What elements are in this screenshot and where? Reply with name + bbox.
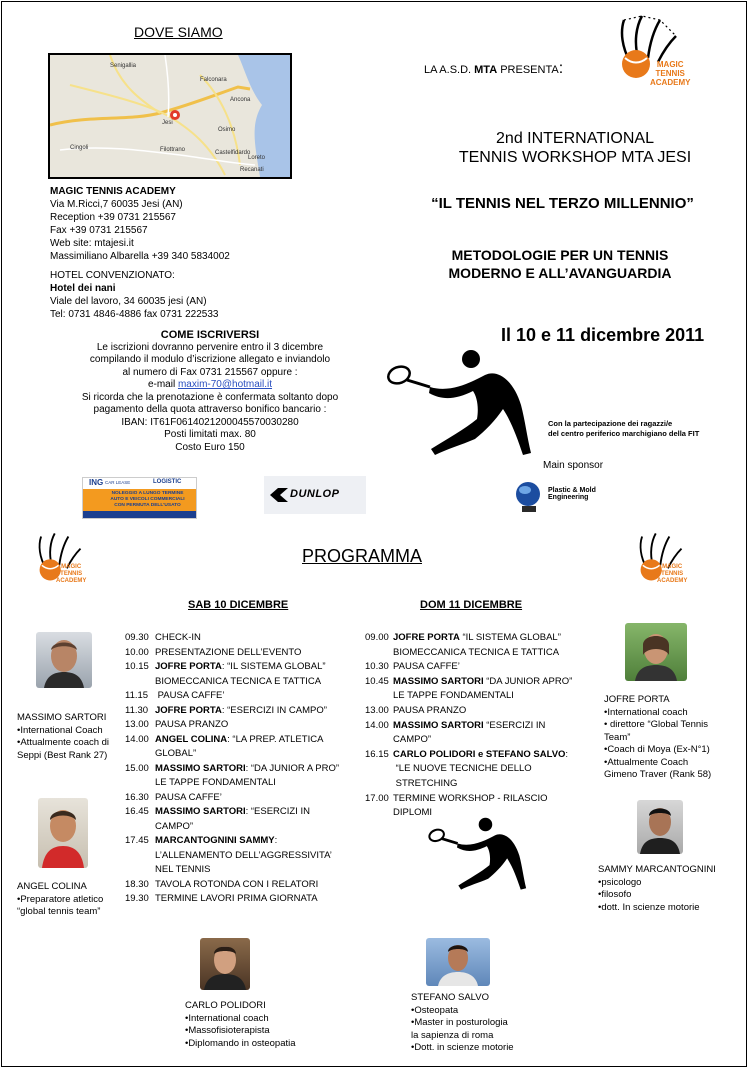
schedule-text: : “LA PREP. ATLETICA	[227, 733, 324, 745]
magic-tennis-academy-logo-left	[32, 530, 104, 590]
colina-bio	[17, 881, 103, 919]
map-label-castelfidardo: Castelfidardo	[215, 150, 251, 156]
schedule-row	[365, 661, 460, 673]
presenta-colon: :	[558, 60, 564, 77]
schedule-speaker: JOFRE PORTA	[155, 661, 222, 672]
iscrizione-iban: IBAN: IT61F0614021200045570030280	[121, 416, 299, 428]
ing-ad-line-1: NOLEGGIO A LUNGO TERMINE	[111, 491, 184, 496]
schedule-text: CHECK-IN	[155, 632, 201, 643]
schedule-row	[125, 705, 327, 717]
schedule-row	[125, 835, 277, 847]
person-avatar-icon	[200, 938, 250, 990]
porta-bio	[604, 694, 711, 782]
schedule-text: : “ESERCIZI IN CAMPO”	[221, 704, 327, 716]
person-avatar-icon	[625, 623, 687, 681]
iscrizione-line-4: Si ricorda che la prenotazione è confermata soltanto dopo	[81, 391, 339, 403]
person-avatar-icon	[637, 800, 683, 854]
schedule-text: LE TAPPE FONDAMENTALI	[393, 690, 514, 702]
contact-name: MAGIC TENNIS ACADEMY	[50, 186, 176, 197]
iscrizione-block	[60, 329, 360, 454]
porta-line-5: •Attualmente Coach	[604, 756, 689, 768]
sartori-line-2: •Attualmente coach di	[17, 737, 110, 748]
schedule-time: 09.00	[365, 632, 389, 643]
schedule-text: :	[565, 748, 569, 760]
schedule-speaker: JOFRE PORTA	[155, 704, 222, 716]
sartori-line-1: •International Coach	[17, 724, 103, 736]
schedule-speaker: JOFRE PORTA	[393, 632, 460, 643]
main-sponsor-label: Main sponsor	[543, 460, 604, 471]
schedule-text: :	[274, 835, 278, 846]
event-subtitle	[410, 246, 710, 282]
polidori-line-1: •International coach	[185, 1012, 269, 1024]
salvo-bio	[411, 992, 514, 1055]
person-avatar-icon	[38, 798, 88, 868]
participation-line-2: del centro periferico marchigiano della FIT	[548, 429, 700, 438]
schedule-speaker: MASSIMO SARTORI	[393, 675, 484, 687]
schedule-time: 13.00	[125, 719, 149, 730]
schedule-time: 17.00	[365, 792, 389, 804]
schedule-text: : “DA JUNIOR A PRO”	[245, 762, 340, 774]
schedule-row	[125, 879, 318, 891]
presenta-prefix: LA A.S.D.	[424, 64, 475, 76]
schedule-text: TAVOLA ROTONDA CON I RELATORI	[155, 878, 319, 890]
schedule-time: 10.45	[365, 675, 389, 687]
schedule-speaker: MARCANTOGNINI SAMMY	[155, 835, 275, 846]
map-label-cingoli: Cingoli	[70, 145, 89, 151]
schedule-row	[125, 748, 196, 760]
person-avatar-icon	[36, 632, 92, 688]
map-label-falconara: Falconara	[200, 77, 227, 83]
map-label-senigallia: Senigallia	[110, 63, 137, 69]
marcantognini-line-2: •filosofo	[598, 889, 632, 900]
schedule-text: “DA JUNIOR APRO”	[483, 675, 573, 687]
logo-line-3: ACADEMY	[650, 78, 691, 87]
schedule-text: GLOBAL”	[155, 748, 197, 759]
schedule-time: 13.00	[365, 705, 389, 716]
magic-tennis-academy-logo-right	[633, 530, 705, 590]
jofre-porta-photo	[625, 623, 687, 681]
iscrizione-line-2: compilando il modulo d’iscrizione allegato e inviandolo	[89, 354, 331, 365]
schedule-text: : “IL SISTEMA GLOBAL”	[221, 661, 326, 672]
schedule-row	[365, 734, 431, 746]
magic-tennis-academy-logo-top	[612, 12, 707, 90]
schedule-row	[365, 807, 432, 819]
schedule-row	[365, 647, 559, 659]
colina-line-1: •Preparatore atletico	[17, 893, 104, 905]
map-label-ancona: Ancona	[230, 97, 251, 103]
schedule-text: CAMPO”	[155, 820, 193, 832]
marcantognini-line-3: •dott. In scienze motorie	[598, 901, 700, 913]
ing-car-lease-sponsor[interactable]	[82, 477, 197, 519]
massimo-sartori-photo	[36, 632, 92, 688]
map-label-recanati: Recanati	[240, 167, 264, 173]
schedule-row	[365, 763, 532, 775]
schedule-text: LE TAPPE FONDAMENTALI	[155, 777, 276, 788]
colina-line-2: “global tennis team”	[17, 906, 101, 917]
schedule-time: 11.30	[125, 704, 149, 716]
schedule-row	[125, 661, 326, 673]
schedule-text: TERMINE LAVORI PRIMA GIORNATA	[155, 893, 318, 904]
porta-name: JOFRE PORTA	[604, 694, 670, 705]
schedule-time: 19.30	[125, 893, 149, 904]
schedule-row	[125, 864, 210, 876]
angel-colina-photo	[38, 798, 88, 868]
schedule-row	[125, 893, 318, 905]
schedule-time: 10.30	[365, 661, 389, 673]
schedule-row	[125, 850, 332, 862]
sartori-line-3: Seppi (Best Rank 27)	[17, 749, 108, 761]
polidori-line-3: •Diplomando in osteopatia	[185, 1037, 296, 1049]
schedule-row	[365, 690, 514, 702]
contact-website: Web site: mtajesi.it	[50, 238, 134, 249]
schedule-speaker: ANGEL COLINA	[155, 733, 228, 745]
schedule-row	[125, 676, 321, 688]
iscrizione-posti: Posti limitati max. 80	[164, 429, 256, 440]
schedule-row	[125, 647, 301, 659]
schedule-row	[125, 777, 276, 789]
programma-heading: PROGRAMMA	[302, 546, 423, 566]
schedule-row	[125, 763, 339, 775]
ing-ad-text	[105, 491, 190, 509]
presenta-suffix: PRESENTA	[497, 64, 559, 76]
schedule-text: L’ALLENAMENTO DELL’AGGRESSIVITA’	[155, 849, 332, 861]
edition-line-1: 2nd INTERNATIONAL	[496, 130, 654, 147]
dom-schedule	[365, 632, 595, 822]
map-label-filottrano: Filottrano	[160, 147, 186, 153]
dunlop-sponsor[interactable]	[264, 476, 366, 514]
logo-line-1: MAGIC	[61, 564, 82, 570]
hotel-name: Hotel dei nani	[50, 283, 116, 294]
schedule-time: 16.30	[125, 791, 149, 803]
logo-line-3: ACADEMY	[56, 578, 87, 584]
dunlop-logo-text: DUNLOP	[290, 488, 340, 500]
porta-line-3: Team”	[604, 731, 631, 743]
schedule-text: BIOMECCANICA TECNICA E TATTICA	[155, 675, 322, 687]
schedule-row	[365, 632, 561, 644]
dove-siamo-heading: DOVE SIAMO	[134, 24, 223, 40]
schedule-speaker: CARLO POLIDORI e STEFANO SALVO	[393, 748, 566, 760]
schedule-row	[125, 821, 193, 833]
schedule-text: STRETCHING	[393, 778, 458, 789]
schedule-time: 09.30	[125, 632, 149, 643]
salvo-line-2: •Master in posturologia	[411, 1017, 508, 1028]
iscrizione-costo: Costo Euro 150	[175, 441, 245, 453]
hotel-address: Viale del lavoro, 34 60035 jesi (AN)	[50, 296, 207, 307]
ing-ad-line-2: AUTO E VEICOLI COMMERCIALI	[110, 497, 185, 502]
contact-block	[50, 185, 300, 321]
schedule-text: PAUSA CAFFE’	[393, 661, 460, 673]
schedule-text: PAUSA PRANZO	[155, 719, 229, 730]
schedule-row	[125, 734, 323, 746]
sartori-bio	[17, 712, 109, 762]
sab-schedule	[125, 632, 365, 912]
ing-logo-text: ING	[89, 478, 104, 487]
logo-line-1: MAGIC	[656, 60, 684, 69]
dom-heading: DOM 11 DICEMBRE	[420, 599, 523, 611]
tennis-player-small-icon	[423, 815, 533, 895]
marcantognini-bio	[598, 864, 716, 914]
schedule-text: PAUSA CAFFE’	[155, 690, 225, 701]
porta-line-2: • direttore “Global Tennis	[604, 719, 709, 730]
email-link[interactable]: maxim-70@hotmail.it	[177, 379, 273, 390]
logo-line-3: ACADEMY	[657, 578, 688, 584]
schedule-text: PAUSA CAFFE’	[155, 791, 222, 803]
schedule-speaker: MASSIMO SARTORI	[155, 806, 246, 817]
salvo-line-1: •Osteopata	[411, 1004, 459, 1016]
participation-line-1: Con la partecipazione dei ragazzi/e	[548, 419, 673, 428]
ing-ad-line-3: CON PERMUTA DELL'USATO	[114, 503, 181, 508]
participation-note	[548, 419, 699, 439]
plastic-mold-sponsor[interactable]	[512, 478, 637, 516]
subtitle-line-2: MODERNO E ALL’AVANGUARDIA	[448, 265, 672, 281]
schedule-text: PRESENTAZIONE DELL’EVENTO	[155, 646, 302, 658]
logo-line-2: TENNIS	[655, 69, 685, 78]
schedule-text: BIOMECCANICA TECNICA E TATTICA	[393, 646, 560, 658]
salvo-line-4: •Dott. in scienze motorie	[411, 1042, 514, 1053]
schedule-row	[365, 720, 545, 732]
polidori-name: CARLO POLIDORI	[185, 1000, 266, 1011]
schedule-row	[125, 792, 222, 804]
schedule-row	[125, 719, 228, 731]
porta-line-4: •Coach di Moya (Ex-N°1)	[604, 744, 710, 755]
sab-heading: SAB 10 DICEMBRE	[188, 599, 289, 611]
ing-footer-band	[83, 511, 196, 518]
logo-line-1: MAGIC	[662, 564, 683, 570]
schedule-text: : “ESERCIZI IN	[245, 806, 311, 817]
carlo-polidori-photo	[200, 938, 250, 990]
map-label-loreto: Loreto	[248, 155, 266, 161]
schedule-time: 15.00	[125, 762, 149, 774]
schedule-time: 16.15	[365, 748, 389, 760]
schedule-text: TERMINE WORKSHOP - RILASCIO	[393, 792, 548, 804]
ing-sub-text: CAR LEASE	[105, 480, 131, 485]
schedule-text: CAMPO”	[393, 734, 431, 746]
hotel-phone: Tel: 0731 4846-4886 fax 0731 222533	[50, 309, 219, 320]
schedule-row	[365, 778, 457, 790]
schedule-row	[125, 806, 310, 818]
schedule-text: “ESERCIZI IN	[483, 719, 546, 731]
hotel-label: HOTEL CONVENZIONATO:	[50, 270, 175, 281]
polidori-bio	[185, 1000, 296, 1050]
logo-text-top	[650, 60, 690, 87]
location-map[interactable]	[48, 53, 292, 179]
schedule-text: “IL SISTEMA GLOBAL”	[459, 632, 561, 643]
colina-name: ANGEL COLINA	[17, 881, 87, 892]
presenta-line	[424, 60, 563, 78]
contact-fax: Fax +39 0731 215567	[50, 225, 148, 236]
iscrizione-line-3: al numero di Fax 0731 215567 oppure :	[122, 366, 298, 378]
plastic-mold-logo-icon	[514, 480, 544, 514]
tennis-player-icon	[385, 345, 535, 463]
schedule-time: 16.45	[125, 806, 149, 817]
schedule-time: 10.15	[125, 661, 149, 672]
schedule-speaker: MASSIMO SARTORI	[155, 762, 246, 774]
event-edition	[430, 129, 720, 167]
schedule-text: “LE NUOVE TECNICHE DELLO	[393, 763, 532, 775]
presenta-mta: MTA	[474, 64, 498, 76]
contact-reception: Reception +39 0731 215567	[50, 212, 176, 223]
schedule-time: 14.00	[365, 719, 389, 731]
sartori-name: MASSIMO SARTORI	[17, 712, 107, 723]
schedule-time: 11.15	[125, 690, 149, 701]
iscrizione-line-5: pagamento della quota attraverso bonifico bancario :	[93, 404, 327, 415]
salvo-name: STEFANO SALVO	[411, 992, 489, 1003]
logo-text-left	[56, 564, 86, 585]
subtitle-line-1: METODOLOGIE PER UN TENNIS	[451, 247, 669, 263]
sammy-marcantognini-photo	[637, 800, 683, 854]
schedule-time: 14.00	[125, 733, 149, 745]
person-avatar-icon	[426, 938, 490, 986]
event-title: “IL TENNIS NEL TERZO MILLENNIO”	[431, 195, 694, 212]
logo-text-right	[657, 564, 687, 585]
schedule-text: NEL TENNIS	[155, 864, 211, 875]
logistic-text: LOGISTIC	[153, 479, 182, 485]
iscrizione-title: COME ISCRIVERSI	[160, 329, 260, 341]
map-label-jesi: Jesi	[162, 120, 173, 126]
marcantognini-name: SAMMY MARCANTOGNINI	[598, 864, 716, 875]
schedule-text: DIPLOMI	[393, 807, 433, 819]
schedule-speaker: MASSIMO SARTORI	[393, 719, 484, 731]
logo-line-2: TENNIS	[60, 571, 83, 577]
schedule-row	[365, 676, 572, 688]
schedule-row	[125, 690, 225, 702]
stefano-salvo-photo	[426, 938, 490, 986]
schedule-time: 10.00	[125, 646, 149, 658]
email-label: e-mail	[147, 379, 178, 390]
edition-line-2: TENNIS WORKSHOP MTA JESI	[458, 149, 692, 166]
iscrizione-line-1: Le iscrizioni dovranno pervenire entro il 3 dicembre	[96, 341, 324, 353]
schedule-row	[125, 632, 201, 644]
event-dates: Il 10 e 11 dicembre 2011	[501, 325, 705, 345]
porta-line-6: Gimeno Traver (Rank 58)	[604, 769, 712, 780]
contact-address: Via M.Ricci,7 60035 Jesi (AN)	[50, 199, 183, 210]
schedule-row	[365, 705, 466, 717]
schedule-row	[365, 749, 568, 761]
schedule-time: 18.30	[125, 878, 149, 890]
iscrizione-email-line	[60, 379, 360, 392]
dunlop-arrow-icon	[270, 488, 288, 502]
marcantognini-line-1: •psicologo	[598, 876, 642, 888]
map-label-osimo: Osimo	[218, 127, 236, 133]
salvo-line-3: la sapienza di roma	[411, 1029, 494, 1041]
schedule-time: 17.45	[125, 835, 149, 846]
logo-line-2: TENNIS	[661, 571, 684, 577]
plastic-mold-text: Plastic & Mold Engineering	[548, 487, 596, 501]
porta-line-1: •International coach	[604, 706, 688, 718]
schedule-text: PAUSA PRANZO	[393, 705, 467, 716]
contact-phone: Massimiliano Albarella +39 340 5834002	[50, 251, 230, 262]
polidori-line-2: •Massofisioterapista	[185, 1025, 270, 1036]
schedule-row	[365, 793, 547, 805]
